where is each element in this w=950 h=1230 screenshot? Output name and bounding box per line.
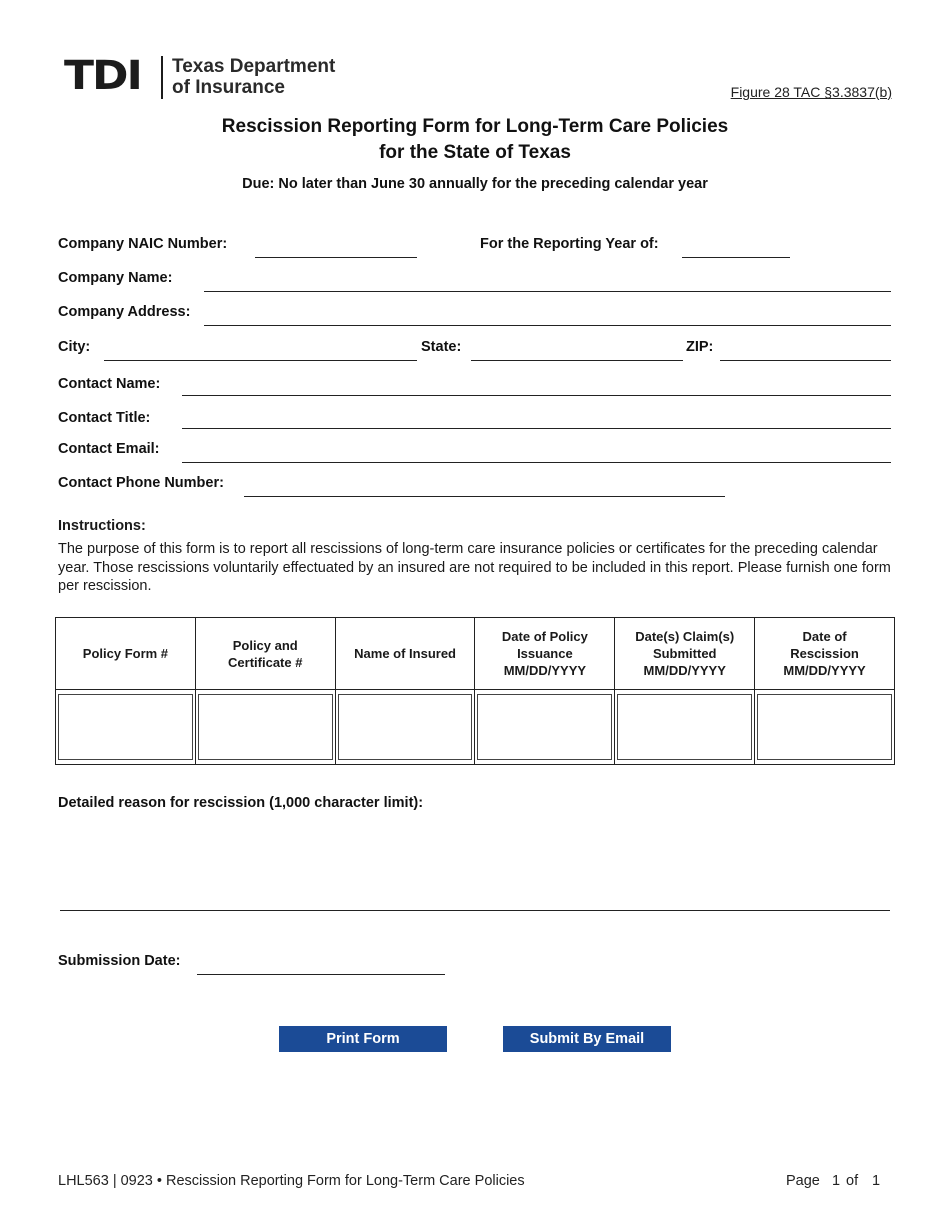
- footer-form-id: LHL563 | 0923 • Rescission Reporting Form for Long-Term Care Policies: [58, 1173, 525, 1189]
- col-header-line: Date of Policy: [501, 629, 588, 644]
- reporting-year-input[interactable]: [682, 257, 790, 258]
- table-cell: [335, 690, 475, 765]
- form-title-line2: for the State of Texas: [379, 142, 571, 163]
- insured-name-input[interactable]: [338, 694, 473, 760]
- company-name-label: Company Name:: [58, 270, 173, 286]
- col-header-line: MM/DD/YYYY: [503, 663, 587, 678]
- print-form-button[interactable]: Print Form: [279, 1026, 447, 1052]
- rescission-table: [55, 617, 895, 765]
- table-cell: [475, 690, 615, 765]
- policy-form-input[interactable]: [58, 694, 193, 760]
- claims-date-input[interactable]: [617, 694, 752, 760]
- col-header-date-rescission: [755, 618, 895, 690]
- city-input[interactable]: [104, 360, 417, 361]
- table-cell: [56, 690, 196, 765]
- col-header-line: Rescission: [790, 646, 859, 661]
- contact-email-label: Contact Email:: [58, 441, 160, 457]
- submit-by-email-button[interactable]: Submit By Email: [503, 1026, 671, 1052]
- table-cell: [195, 690, 335, 765]
- company-address-label: Company Address:: [58, 304, 191, 320]
- col-header-date-issuance: [475, 618, 615, 690]
- col-header-line: Certificate #: [228, 654, 303, 670]
- state-label: State:: [421, 339, 462, 355]
- col-header-line: MM/DD/YYYY: [783, 663, 866, 678]
- footer-page-label: Page: [786, 1173, 820, 1189]
- due-notice: Due: No later than June 30 annually for the preceding calendar year: [242, 176, 708, 192]
- col-header-line: Date of: [802, 629, 847, 644]
- reason-underline: [60, 910, 890, 911]
- rescission-date-input[interactable]: [757, 694, 892, 760]
- figure-reference: Figure 28 TAC §3.3837(b): [730, 84, 892, 100]
- logo-name-line2: of Insurance: [172, 77, 285, 98]
- contact-name-label: Contact Name:: [58, 376, 161, 392]
- col-header-date-claims: [615, 618, 755, 690]
- col-header-line: Policy and: [232, 637, 298, 653]
- contact-phone-input[interactable]: [244, 496, 725, 497]
- table-cell: [755, 690, 895, 765]
- col-header-name-of-insured: [335, 618, 475, 690]
- table-cell: [615, 690, 755, 765]
- contact-email-input[interactable]: [182, 462, 891, 463]
- policy-certificate-input[interactable]: [198, 694, 333, 760]
- tdi-logo-mark: TDI: [64, 52, 141, 100]
- form-title-line1: Rescission Reporting Form for Long-Term Care Policies: [221, 116, 729, 137]
- contact-title-label: Contact Title:: [58, 410, 151, 426]
- contact-name-input[interactable]: [182, 395, 891, 396]
- naic-label: Company NAIC Number:: [58, 236, 228, 252]
- col-header-line: Issuance: [517, 646, 573, 661]
- footer-of-label: of: [846, 1173, 859, 1189]
- logo-divider: [161, 56, 163, 99]
- col-header-line: Submitted: [652, 646, 717, 661]
- instructions-text: The purpose of this form is to report all rescissions of long-term care insurance policies or certificates for the preceding calendar year. Those rescissions voluntarily effectuated by an insured are not required to be included in this report. Please furnish one form per rescission.: [58, 541, 891, 594]
- col-header-line: Name of Insured: [354, 646, 456, 661]
- col-header-line: Policy Form #: [82, 646, 169, 661]
- col-header-line: MM/DD/YYYY: [643, 663, 726, 678]
- city-label: City:: [58, 339, 91, 355]
- submission-date-input[interactable]: [197, 974, 445, 975]
- company-address-input[interactable]: [204, 325, 891, 326]
- footer-page-number: 1: [832, 1173, 841, 1189]
- zip-input[interactable]: [720, 360, 891, 361]
- reason-textarea[interactable]: [60, 818, 890, 910]
- contact-phone-label: Contact Phone Number:: [58, 475, 224, 491]
- naic-input[interactable]: [255, 257, 417, 258]
- col-header-line: Date(s) Claim(s): [635, 629, 735, 644]
- table-row: [56, 690, 895, 765]
- instructions-heading: Instructions:: [58, 518, 146, 534]
- company-name-input[interactable]: [204, 291, 891, 292]
- issuance-date-input[interactable]: [477, 694, 612, 760]
- state-input[interactable]: [471, 360, 683, 361]
- footer-page-total: 1: [872, 1173, 881, 1189]
- reporting-year-label: For the Reporting Year of:: [480, 236, 659, 252]
- contact-title-input[interactable]: [182, 428, 891, 429]
- col-header-policy-form: [56, 618, 196, 690]
- reason-label: Detailed reason for rescission (1,000 character limit):: [58, 795, 424, 811]
- logo-name-line1: Texas Department: [172, 56, 336, 77]
- submission-date-label: Submission Date:: [58, 953, 181, 969]
- col-header-policy-certificate: [195, 618, 335, 690]
- zip-label: ZIP:: [686, 339, 714, 355]
